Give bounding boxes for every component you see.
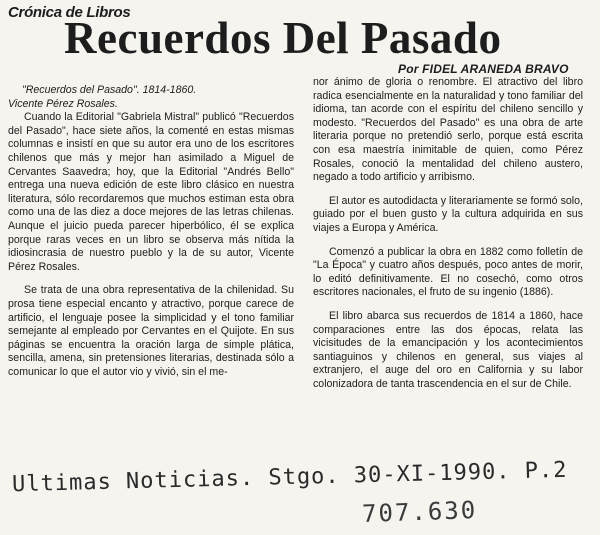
handwritten-source-note: Ultimas Noticias. Stgo. 30-XI-1990. P.2: [11, 457, 568, 498]
byline: Por FIDEL ARANEDA BRAVO: [398, 62, 569, 76]
column-divider: [300, 80, 301, 456]
lead-reference-title: "Recuerdos del Pasado". 1814-1860.: [22, 84, 197, 96]
right-column: [313, 76, 583, 391]
section-kicker: Crónica de Libros: [8, 4, 131, 21]
paragraph: El autor es autodidacta y literariamente se formó solo, guiado por el buen gusto y la cultura adquirida en sus viajes a Europa y América.: [313, 194, 583, 234]
handwritten-catalog-number: 707.630: [361, 495, 478, 529]
paragraph: Cuando la Editorial "Gabriela Mistral" publicó "Recuerdos del Pasado", hace siete años, la comenté en estas mismas columnas e insistí en que su autor era uno de los escritores chilenos que más y mejor han asimilado a Miguel de Cervantes Saavedra; hoy, que la Editorial "Andrés Bello" entrega una nueva edición de este libro clásico en nuestra literatura, sólo recordaremos que muchos estiman esta obra como una de las diez a doce mejores de las letras chilenas. Aunque el juicio pueda parecer hiperbólico, él se explica porque raras veces en un libro se observa más nítida la idiosincrasia de nuestro pueblo y la de su autor, Vicente Pérez Rosales.: [8, 111, 294, 273]
headline: Recuerdos Del Pasado: [64, 13, 502, 63]
paragraph: nor ánimo de gloria o renombre. El atractivo del libro radica esencialmente en la naturalidad y tono familiar del idioma, tan acorde con el espíritu del chileno sencillo y modesto. "Recuerdos del Pasado" es una obra de arte literaria porque no pretendió serlo, porque está escrita con esa maestría inimitable de quien, como Pérez Rosales, conoció la mentalidad del chileno austero, negado a todo artificio y arribismo.: [313, 76, 583, 184]
lead-reference: [8, 84, 294, 111]
lead-reference-author: Vicente Pérez Rosales.: [8, 97, 118, 110]
paragraph: Se trata de una obra representativa de la chilenidad. Su prosa tiene especial encanto y atractivo, porque carece de artificio, el lenguaje posee la simplicidad y el tono familiar semejante al empleado por Cervantes en el Quijote. En sus páginas se encuentra la oración larga de simple plática, sencilla, amena, sin pretensiones literarias, destinada sólo a comunicar lo que el autor vio y vivió, sin el me-: [8, 284, 294, 378]
left-column: [8, 84, 294, 379]
paragraph: El libro abarca sus recuerdos de 1814 a 1860, hace comparaciones entre las dos épocas, relata las vicisitudes de la emancipación y los acontecimientos santiaguinos y chilenos en general, sus viajes al extranjero, el auge del oro en California y su labor colonizadora de tanta trascendencia en el sur de Chile.: [313, 309, 583, 390]
paragraph: Comenzó a publicar la obra en 1882 como folletín de "La Época" y cuatro años después, poco antes de morir, lo editó definitivamente. El no cosechó, como otros escritores nacionales, el fruto de su ingenio (1886).: [313, 245, 583, 299]
